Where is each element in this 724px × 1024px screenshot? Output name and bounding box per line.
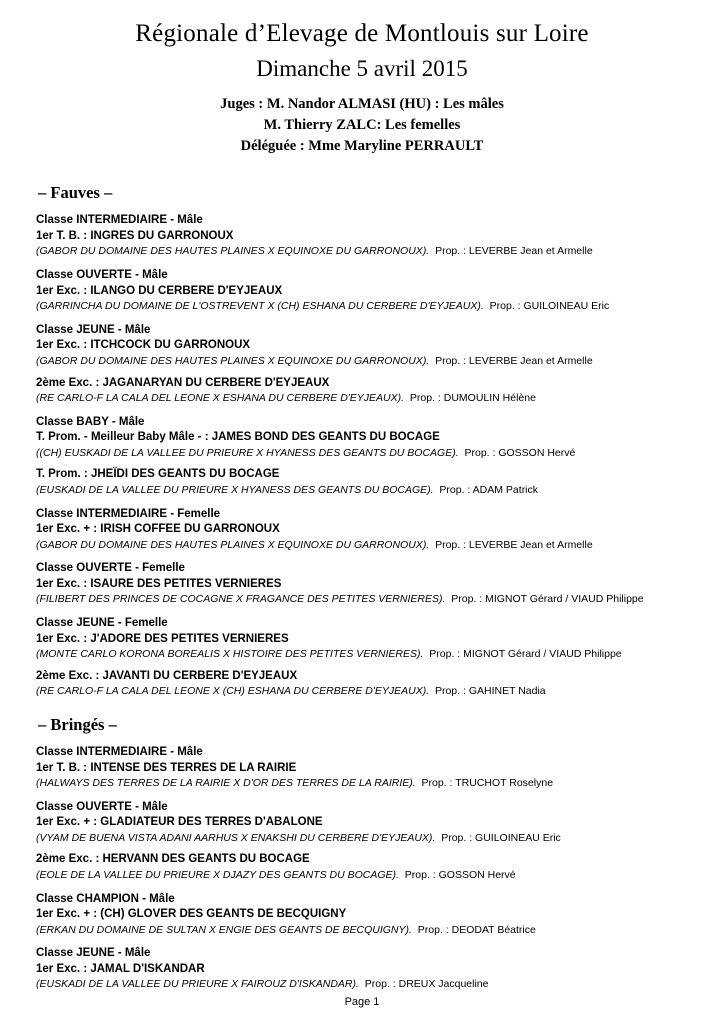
class-entry <box>36 892 688 938</box>
class-entry <box>36 745 688 791</box>
pedigree-text: (FILIBERT DES PRINCES DE COCAGNE X FRAGANCE DES PETITES VERNIERES). <box>36 593 446 606</box>
result-label: 1er Exc. : ISAURE DES PETITES VERNIERES <box>36 577 282 590</box>
result-label: 1er Exc. : J'ADORE DES PETITES VERNIERES <box>36 632 289 645</box>
pedigree-text: ((CH) EUSKADI DE LA VALLEE DU PRIEURE X HYANESS DES GEANTS DU BOCAGE). <box>36 446 459 459</box>
class-label: Classe JEUNE - Femelle <box>36 617 168 630</box>
pedigree-text: (ERKAN DU DOMAINE DE SULTAN X ENGIE DES GEANTS DE BECQUIGNY). <box>36 923 412 936</box>
owner-text: Prop. : TRUCHOT Roselyne <box>421 777 554 790</box>
class-label: Classe JEUNE - Mâle <box>36 323 151 336</box>
class-entry <box>36 415 688 498</box>
class-label: Classe CHAMPION - Mâle <box>36 892 175 905</box>
pedigree-line <box>36 538 688 553</box>
judges-block <box>36 94 688 157</box>
result-label: 2ème Exc. : JAGANARYAN DU CERBERE D'EYJEAUX <box>36 376 330 389</box>
pedigree-text: (RE CARLO-F LA CALA DEL LEONE X (CH) ESHANA DU CERBERE D'EYJEAUX). <box>36 685 430 698</box>
result-label: 1er Exc. + : GLADIATEUR DES TERRES D'ABALONE <box>36 816 323 829</box>
result-label: 1er Exc. : ITCHCOCK DU GARRONOUX <box>36 339 251 352</box>
owner-text: Prop. : MIGNOT Gérard / VIAUD Philippe <box>429 648 622 661</box>
pedigree-line <box>36 647 688 662</box>
page-title: Régionale d’Elevage de Montlouis sur Loire <box>135 20 589 47</box>
class-label: Classe JEUNE - Mâle <box>36 947 151 960</box>
page-number: Page 1 <box>344 996 380 1008</box>
judge-line: Juges : M. Nandor ALMASI (HU) : Les mâles <box>220 96 504 113</box>
owner-text: Prop. : LEVERBE Jean et Armelle <box>435 354 593 367</box>
judge-line: Déléguée : Mme Maryline PERRAULT <box>240 138 484 155</box>
section-bringes <box>36 715 688 992</box>
result-label: 1er T. B. : INTENSE DES TERRES DE LA RAIRIE <box>36 761 297 774</box>
result-label: 2ème Exc. : HERVANN DES GEANTS DU BOCAGE <box>36 853 310 866</box>
owner-text: Prop. : DUMOULIN Hélène <box>409 392 536 405</box>
pedigree-text: (MONTE CARLO KORONA BOREALIS X HISTOIRE DES PETITES VERNIERES). <box>36 648 424 661</box>
owner-text: Prop. : GUILOINEAU Eric <box>441 831 561 844</box>
pedigree-line <box>36 483 688 498</box>
owner-text: Prop. : DREUX Jacqueline <box>364 978 489 991</box>
owner-text: Prop. : GOSSON Hervé <box>464 446 576 459</box>
result-label: 1er Exc. + : (CH) GLOVER DES GEANTS DE BECQUIGNY <box>36 908 347 921</box>
section-title: – Bringés – <box>38 714 117 734</box>
pedigree-line <box>36 977 688 992</box>
result-label: T. Prom. - Meilleur Baby Mâle - : JAMES BOND DES GEANTS DU BOCAGE <box>36 431 440 444</box>
class-entry <box>36 800 688 883</box>
result-label: 1er T. B. : INGRES DU GARRONOUX <box>36 229 234 242</box>
pedigree-text: (GARRINCHA DU DOMAINE DE L'OSTREVENT X (CH) ESHANA DU CERBERE D'EYJEAUX). <box>36 300 484 313</box>
owner-text: Prop. : GOSSON Hervé <box>404 868 516 881</box>
owner-text: Prop. : LEVERBE Jean et Armelle <box>435 538 593 551</box>
class-entry <box>36 323 688 406</box>
class-label: Classe INTERMEDIAIRE - Mâle <box>36 745 203 758</box>
result-label: T. Prom. : JHEÏDI DES GEANTS DU BOCAGE <box>36 468 280 481</box>
pedigree-text: (EUSKADI DE LA VALLEE DU PRIEURE X FAIROUZ D'ISKANDAR). <box>36 978 359 991</box>
owner-text: Prop. : MIGNOT Gérard / VIAUD Philippe <box>451 593 644 606</box>
class-label: Classe OUVERTE - Mâle <box>36 800 168 813</box>
class-label: Classe INTERMEDIAIRE - Mâle <box>36 214 203 227</box>
pedigree-line <box>36 831 688 846</box>
pedigree-line <box>36 354 688 369</box>
result-label: 1er Exc. : ILANGO DU CERBERE D'EYJEAUX <box>36 284 283 297</box>
pedigree-text: (EOLE DE LA VALLEE DU PRIEURE X DJAZY DES GEANTS DU BOCAGE). <box>36 868 399 881</box>
owner-text: Prop. : GUILOINEAU Eric <box>489 300 610 313</box>
owner-text: Prop. : LEVERBE Jean et Armelle <box>435 245 593 258</box>
page-subtitle: Dimanche 5 avril 2015 <box>256 56 468 82</box>
class-entry <box>36 268 688 314</box>
pedigree-text: (GABOR DU DOMAINE DES HAUTES PLAINES X EQUINOXE DU GARRONOUX). <box>36 354 430 367</box>
class-entry <box>36 946 688 992</box>
section-title: – Fauves – <box>38 183 113 203</box>
class-label: Classe OUVERTE - Femelle <box>36 562 185 575</box>
class-entry <box>36 213 688 259</box>
class-label: Classe OUVERTE - Mâle <box>36 269 168 282</box>
pedigree-line <box>36 299 688 314</box>
result-label: 1er Exc. : JAMAL D'ISKANDAR <box>36 962 205 975</box>
pedigree-text: (RE CARLO-F LA CALA DEL LEONE X ESHANA DU CERBERE D'EYJEAUX). <box>36 392 405 405</box>
pedigree-line <box>36 684 688 699</box>
pedigree-line <box>36 868 688 883</box>
class-label: Classe INTERMEDIAIRE - Femelle <box>36 507 221 520</box>
owner-text: Prop. : DEODAT Béatrice <box>417 923 536 936</box>
pedigree-line <box>36 244 688 259</box>
owner-text: Prop. : GAHINET Nadia <box>434 685 546 698</box>
pedigree-line <box>36 776 688 791</box>
pedigree-text: (HALWAYS DES TERRES DE LA RAIRIE X D'OR DES TERRES DE LA RAIRIE). <box>36 777 416 790</box>
pedigree-line <box>36 592 688 607</box>
owner-text: Prop. : ADAM Patrick <box>439 483 539 496</box>
document-header <box>36 18 688 157</box>
pedigree-line <box>36 446 688 461</box>
pedigree-line <box>36 923 688 938</box>
class-label: Classe BABY - Mâle <box>36 415 145 428</box>
result-label: 1er Exc. + : IRISH COFFEE DU GARRONOUX <box>36 523 280 536</box>
pedigree-line <box>36 391 688 406</box>
pedigree-text: (GABOR DU DOMAINE DES HAUTES PLAINES X EQUINOXE DU GARRONOUX). <box>36 538 430 551</box>
class-entry <box>36 616 688 699</box>
result-label: 2ème Exc. : JAVANTI DU CERBERE D'EYJEAUX <box>36 669 298 682</box>
pedigree-text: (VYAM DE BUENA VISTA ADANI AARHUS X ENAKSHI DU CERBERE D'EYJEAUX). <box>36 831 436 844</box>
pedigree-text: (GABOR DU DOMAINE DES HAUTES PLAINES X EQUINOXE DU GARRONOUX). <box>36 245 430 258</box>
section-fauves <box>36 183 688 699</box>
page-footer <box>0 996 724 1008</box>
pedigree-text: (EUSKADI DE LA VALLEE DU PRIEURE X HYANESS DES GEANTS DU BOCAGE). <box>36 483 434 496</box>
class-entry <box>36 561 688 607</box>
judge-line: M. Thierry ZALC: Les femelles <box>263 117 461 134</box>
class-entry <box>36 507 688 553</box>
